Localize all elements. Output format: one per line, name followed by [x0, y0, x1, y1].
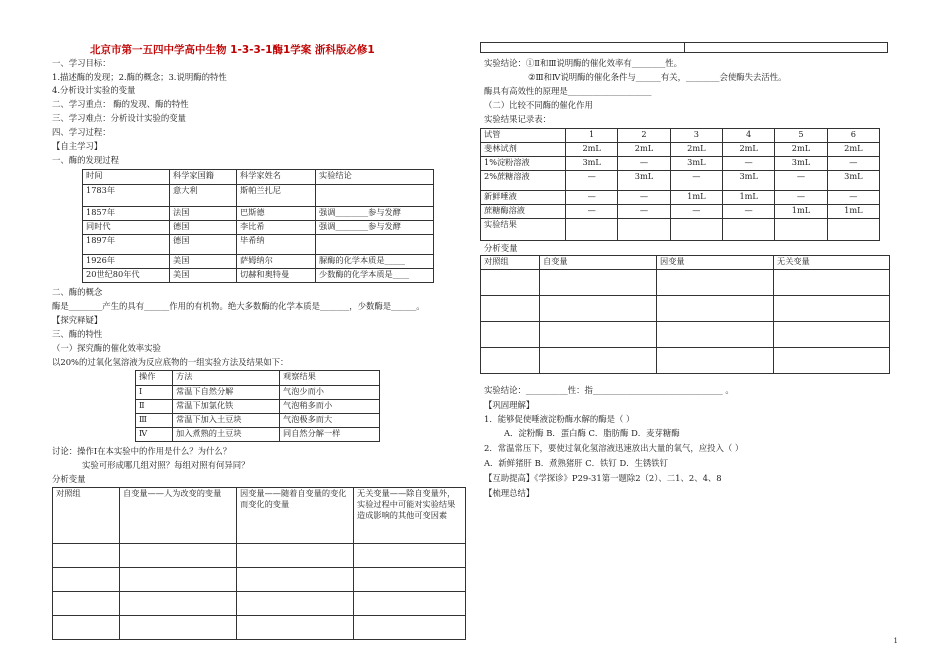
- page-number: 1: [893, 637, 898, 645]
- text-line: （一）探究酶的催化效率实验: [52, 343, 161, 353]
- text-line: （二）比较不同酶的催化作用: [484, 100, 593, 110]
- discovery-table: [82, 169, 434, 283]
- text-line: 四、学习过程：: [52, 127, 111, 137]
- section-label: 【互助提高】《学探诊》P29-31第一题除2（2）、二1、2、4、8: [484, 473, 722, 483]
- table-header: 对照组: [481, 256, 540, 270]
- text-line: 实验结果记录表：: [484, 114, 551, 124]
- table-header: 观察结果: [280, 371, 380, 386]
- table-row: 1857年 法国 巴斯德 强调________参与发酵: [83, 207, 434, 221]
- question-1: 1．能够促使唾液淀粉酶水解的酶是（ ）: [484, 414, 635, 424]
- table-row: Ⅳ 加入煮熟的土豆块 同自然分解一样: [136, 428, 380, 442]
- table-header: 时间: [83, 170, 170, 185]
- text-line: 三、酶的特性: [52, 329, 103, 339]
- table-header: 无关变量——除自变量外，实验过程中可能对实验结果造成影响的其他可变因素: [354, 488, 466, 544]
- table-header: 自变量——人为改变的变量: [120, 488, 237, 544]
- table-row: [53, 544, 466, 568]
- text-line: 酶具有高效性的原理是____________________: [484, 86, 652, 96]
- text-line: 二、学习重点： 酶的发现、酶的特性: [52, 99, 189, 109]
- method-table: [135, 370, 380, 442]
- question-1-options: A．淀粉酶 B．蛋白酶 C．脂肪酶 D．麦芽糖酶: [504, 428, 680, 438]
- table-header: 对照组: [53, 488, 120, 544]
- question-2-options: A．新鲜猪肝 B．煮熟猪肝 C．铁钉 D．生锈铁钉: [484, 458, 669, 468]
- table-row: [481, 296, 890, 322]
- variable-table-right: [480, 255, 890, 374]
- table-row: 1783年 意大利 斯帕兰扎尼: [83, 185, 434, 207]
- table-row: [481, 322, 890, 348]
- table-header: 3: [670, 129, 722, 143]
- table-header: 6: [827, 129, 879, 143]
- table-row: [53, 592, 466, 616]
- question-2: 2．常温常压下，要使过氧化氢溶液迅速放出大量的氧气，应投入（ ）: [484, 443, 744, 453]
- section-label: 【巩固理解】: [484, 400, 535, 410]
- section-label: 【梳理总结】: [484, 488, 535, 498]
- table-header: 自变量: [540, 256, 657, 270]
- table-row: 新鲜唾液 — — 1mL 1mL — —: [481, 191, 880, 205]
- text-line: 一、酶的发现过程: [52, 155, 119, 165]
- table-row: 蔗糖酶溶液 — — — — 1mL 1mL: [481, 205, 880, 219]
- text-line: 讨论：操作Ⅰ在本实验中的作用是什么？为什么？: [52, 446, 232, 456]
- top-blank-table: [480, 42, 888, 53]
- text-line: 一、学习目标：: [52, 58, 111, 68]
- table-header: 4: [722, 129, 774, 143]
- text-line: 分析变量: [484, 243, 518, 253]
- text-line: 4.分析设计实验的变量: [52, 85, 136, 95]
- document-title: 北京市第一五四中学高中生物 1-3-3-1酶1学案 浙科版必修1: [90, 44, 375, 56]
- table-row: [53, 616, 466, 640]
- table-header: 1: [566, 129, 618, 143]
- text-line: 三、学习难点：分析设计实验的变量: [52, 113, 186, 123]
- table-header: 操作: [136, 371, 173, 386]
- table-row: Ⅱ 常温下加氯化铁 气泡稍多而小: [136, 400, 380, 414]
- table-row: 斐林试剂 2mL 2mL 2mL 2mL 2mL 2mL: [481, 143, 880, 157]
- table-row: [481, 348, 890, 374]
- table-header: 科学家姓名: [237, 170, 316, 185]
- table-row: Ⅲ 常温下加入土豆块 气泡极多而大: [136, 414, 380, 428]
- table-row: 1897年 德国 毕希纳: [83, 235, 434, 255]
- table-header: 无关变量: [774, 256, 890, 270]
- table-header: 科学家国籍: [170, 170, 237, 185]
- table-row: 1%淀粉溶液 3mL — 3mL — 3mL —: [481, 157, 880, 171]
- table-header: 因变量: [657, 256, 774, 270]
- table-row: 2%蔗糖溶液 — 3mL — 3mL — 3mL: [481, 171, 880, 191]
- section-label: 【自主学习】: [52, 141, 103, 151]
- table-header: 5: [775, 129, 827, 143]
- text-line: 酶是________产生的具有______作用的有机物。绝大多数酶的化学本质是_______，少数酶是______。: [52, 301, 425, 311]
- table-row: 20世纪80年代 美国 切赫和奥特曼 少数酶的化学本质是____: [83, 269, 434, 283]
- table-row: [481, 270, 890, 296]
- text-line: 二、酶的概念: [52, 287, 103, 297]
- table-header: 实验结论: [316, 170, 434, 185]
- variable-table-left: [52, 487, 466, 640]
- table-row: Ⅰ 常温下自然分解 气泡少而小: [136, 386, 380, 400]
- table-row: 实验结果: [481, 219, 880, 241]
- text-line: 1.描述酶的发现；2.酶的概念；3.说明酶的特性: [52, 72, 227, 82]
- table-header: 2: [618, 129, 670, 143]
- table-header: 试管: [481, 129, 566, 143]
- table-header: 方法: [173, 371, 280, 386]
- table-header: 因变量——随着自变量的变化而变化的变量: [237, 488, 354, 544]
- text-line: ②Ⅲ和Ⅳ说明酶的催化条件与______有关，________会使酶失去活性。: [528, 72, 787, 82]
- text-line: 实验结论：__________性：指_______________________________ 。: [484, 385, 734, 395]
- text-line: 分析变量: [52, 474, 86, 484]
- record-table: [480, 128, 880, 241]
- table-row: [53, 568, 466, 592]
- table-row: 同时代 德国 李比希 强调________参与发酵: [83, 221, 434, 235]
- text-line: 实验结论：①Ⅱ和Ⅲ说明酶的催化效率有________性。: [484, 58, 683, 68]
- section-label: 【探究释疑】: [52, 315, 103, 325]
- table-row: 1926年 美国 萨姆纳尔 脲酶的化学本质是_____: [83, 255, 434, 269]
- text-line: 以20%的过氧化氢溶液为反应底物的一组实验方法及结果如下：: [52, 357, 289, 367]
- text-line: 实验可形成哪几组对照？每组对照有何异同？: [82, 460, 250, 470]
